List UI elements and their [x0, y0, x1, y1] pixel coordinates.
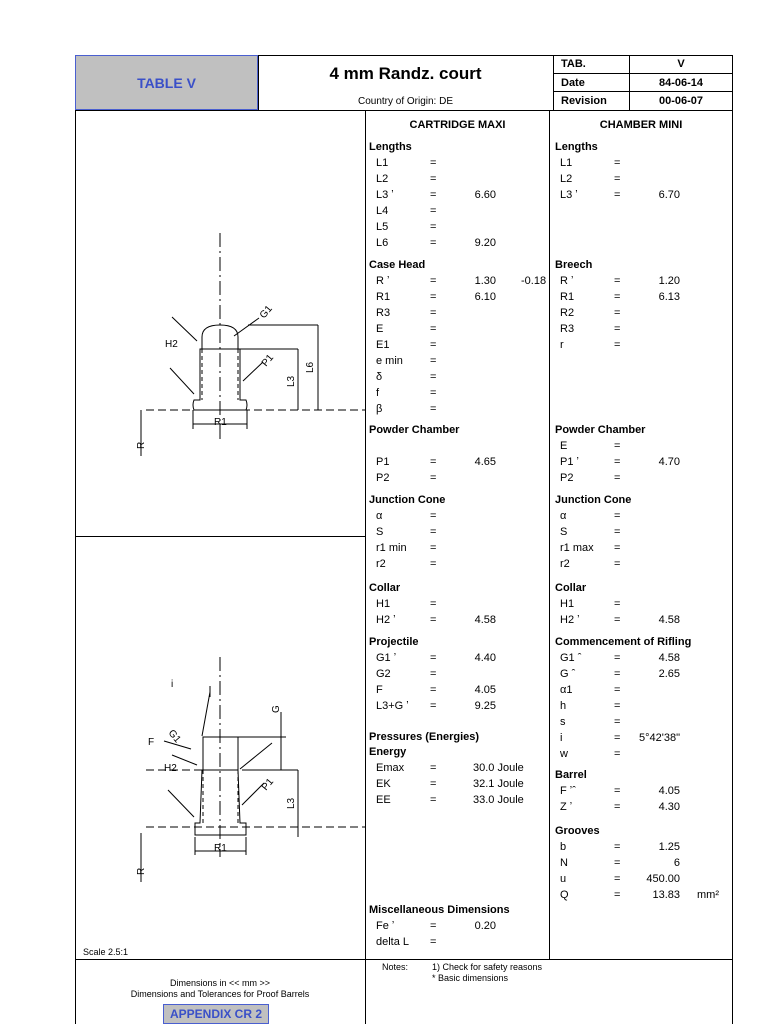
equals-sign: =: [430, 456, 437, 468]
cartridge-heading: CARTRIDGE MAXI: [409, 119, 506, 131]
param-name: R1: [376, 291, 391, 303]
group-title: Projectile: [369, 636, 419, 648]
param-value: 13.83: [652, 889, 680, 901]
param-name: r2: [376, 558, 386, 570]
param-name: i: [560, 732, 563, 744]
param-name: G1 ʼ: [376, 652, 397, 664]
label-p1: P1: [259, 776, 277, 793]
param-name: L2: [376, 173, 389, 185]
equals-sign: =: [430, 558, 437, 570]
dimensions-unit: Dimensions in << mm >>: [169, 978, 271, 988]
param-value: 2.65: [658, 668, 680, 680]
param-name: E: [560, 440, 568, 452]
param-name: L3+G ʼ: [376, 700, 409, 712]
equals-sign: =: [430, 173, 437, 185]
equals-sign: =: [430, 371, 437, 383]
equals-sign: =: [614, 189, 621, 201]
equals-sign: =: [430, 794, 437, 806]
frame-right: [732, 55, 733, 1024]
param-value: 32.1 Joule: [473, 778, 524, 790]
equals-sign: =: [430, 526, 437, 538]
param-name: r1 min: [376, 542, 407, 554]
equals-sign: =: [614, 339, 621, 351]
equals-sign: =: [430, 275, 437, 287]
param-name: H2 ʼ: [560, 614, 580, 626]
param-name: N: [560, 857, 568, 869]
label-g1: G1: [257, 303, 275, 321]
param-name: F: [376, 684, 383, 696]
param-name: Z ʼ: [560, 801, 573, 813]
equals-sign: =: [430, 684, 437, 696]
chamber-column: [550, 0, 732, 960]
appendix-label: [163, 1004, 269, 1024]
equals-sign: =: [614, 614, 621, 626]
label-l3: L3: [286, 375, 297, 387]
param-value: 4.58: [658, 614, 680, 626]
group-title: Collar: [555, 582, 587, 594]
equals-sign: =: [614, 785, 621, 797]
revision-value: 00-06-07: [658, 95, 704, 107]
note-1: 1) Check for safety reasons: [432, 962, 543, 972]
equals-sign: =: [430, 920, 437, 932]
equals-sign: =: [430, 652, 437, 664]
param-name: L3 ʼ: [376, 189, 394, 201]
chamber-heading: CHAMBER MINI: [599, 119, 683, 131]
param-value: 6.60: [474, 189, 496, 201]
param-name: R1: [560, 291, 575, 303]
dimensions-description: Dimensions and Tolerances for Proof Barrels: [130, 989, 310, 999]
cartridge-drawing: [76, 111, 365, 536]
label-r1: R1: [214, 417, 227, 428]
group-title: Lengths: [369, 141, 412, 153]
group-title: Miscellaneous Dimensions: [369, 904, 510, 916]
equals-sign: =: [614, 801, 621, 813]
equals-sign: =: [614, 526, 621, 538]
param-name: P2: [560, 472, 574, 484]
param-name: Emax: [376, 762, 405, 774]
table-label: TABLE V: [137, 74, 196, 91]
param-name: G ˆ: [560, 668, 576, 680]
param-value: 6.70: [658, 189, 680, 201]
group-title: Lengths: [555, 141, 598, 153]
param-name: EE: [376, 794, 391, 806]
param-value: 4.05: [658, 785, 680, 797]
drawing-scale: Scale 2.5:1: [83, 947, 129, 957]
param-value: 450.00: [646, 873, 680, 885]
equals-sign: =: [430, 403, 437, 415]
label-g1: G1: [165, 727, 183, 746]
date-label: Date: [561, 77, 585, 89]
param-value: 0.20: [474, 920, 496, 932]
param-name: L4: [376, 205, 389, 217]
param-value: 4.05: [474, 684, 496, 696]
equals-sign: =: [614, 157, 621, 169]
param-name: α1: [560, 684, 573, 696]
table-label-box: [75, 55, 258, 110]
group-title: Powder Chamber: [555, 424, 646, 436]
equals-sign: =: [614, 472, 621, 484]
param-name: h: [560, 700, 567, 712]
equals-sign: =: [614, 857, 621, 869]
param-value: 1.30: [474, 275, 496, 287]
revision-label: Revision: [561, 95, 607, 107]
param-name: α: [376, 510, 383, 522]
param-value: 6: [673, 857, 680, 869]
equals-sign: =: [614, 889, 621, 901]
param-value: 4.58: [658, 652, 680, 664]
param-name: Q: [560, 889, 569, 901]
group-title: Powder Chamber: [369, 424, 460, 436]
param-name: Fe ʼ: [376, 920, 395, 932]
equals-sign: =: [430, 387, 437, 399]
group-title: Collar: [369, 582, 401, 594]
group-title: Breech: [555, 259, 593, 271]
param-value: 9.20: [474, 237, 496, 249]
equals-sign: =: [430, 291, 437, 303]
param-name: G2: [376, 668, 391, 680]
equals-sign: =: [430, 189, 437, 201]
param-name: R ʼ: [376, 275, 390, 287]
equals-sign: =: [430, 355, 437, 367]
param-name: H2 ʼ: [376, 614, 396, 626]
equals-sign: =: [614, 748, 621, 760]
cartridge-column: [366, 0, 549, 960]
equals-sign: =: [430, 614, 437, 626]
param-value: 6.13: [658, 291, 680, 303]
equals-sign: =: [614, 841, 621, 853]
equals-sign: =: [614, 440, 621, 452]
equals-sign: =: [614, 275, 621, 287]
param-name: s: [560, 716, 566, 728]
tab-value: V: [677, 58, 685, 70]
param-name: F ʼˆ: [560, 785, 576, 797]
param-value: 6.10: [474, 291, 496, 303]
param-value: 4.65: [474, 456, 496, 468]
param-name: S: [376, 526, 384, 538]
param-name: L5: [376, 221, 389, 233]
param-value: 1.25: [658, 841, 680, 853]
equals-sign: =: [614, 598, 621, 610]
param-unit: mm²: [697, 889, 719, 901]
label-f: F: [148, 737, 155, 748]
param-name: delta L: [376, 936, 410, 948]
param-value: 4.58: [474, 614, 496, 626]
label-g: G: [271, 705, 282, 713]
param-name: L6: [376, 237, 389, 249]
equals-sign: =: [430, 598, 437, 610]
equals-sign: =: [430, 472, 437, 484]
appendix-text: APPENDIX CR 2: [169, 1007, 263, 1021]
param-value: 33.0 Joule: [473, 794, 524, 806]
equals-sign: =: [614, 456, 621, 468]
param-name: L1: [376, 157, 389, 169]
equals-sign: =: [614, 291, 621, 303]
date-value: 84-06-14: [658, 77, 704, 89]
param-name: L3 ʼ: [560, 189, 578, 201]
label-h2: H2: [165, 339, 178, 350]
country-of-origin: Country of Origin: DE: [357, 96, 454, 107]
group-title: Energy: [369, 746, 407, 758]
param-value: 1.20: [658, 275, 680, 287]
param-name: P1: [376, 456, 390, 468]
param-value: 4.40: [474, 652, 496, 664]
equals-sign: =: [430, 237, 437, 249]
param-name: S: [560, 526, 568, 538]
equals-sign: =: [430, 339, 437, 351]
equals-sign: =: [614, 307, 621, 319]
param-name: r: [560, 339, 564, 351]
page-title: 4 mm Randz. court: [329, 64, 482, 83]
param-name: L1: [560, 157, 573, 169]
param-name: EK: [376, 778, 391, 790]
param-name: β: [376, 403, 383, 415]
param-name: R3: [376, 307, 391, 319]
param-name: f: [376, 387, 380, 399]
equals-sign: =: [614, 323, 621, 335]
param-name: P1 ʼ: [560, 456, 579, 468]
param-value: 4.30: [658, 801, 680, 813]
equals-sign: =: [430, 668, 437, 680]
param-name: R2: [560, 307, 575, 319]
equals-sign: =: [614, 558, 621, 570]
label-i: i: [171, 679, 174, 690]
param-name: G1 ˆ: [560, 652, 582, 664]
equals-sign: =: [430, 762, 437, 774]
label-r1: R1: [214, 843, 227, 854]
param-name: E: [376, 323, 384, 335]
equals-sign: =: [430, 510, 437, 522]
equals-sign: =: [430, 221, 437, 233]
group-title: Case Head: [369, 259, 426, 271]
equals-sign: =: [614, 716, 621, 728]
group-title: Grooves: [555, 825, 600, 837]
param-name: r2: [560, 558, 570, 570]
notes-label: Notes:: [382, 962, 409, 972]
equals-sign: =: [430, 307, 437, 319]
equals-sign: =: [430, 936, 437, 948]
param-value: 30.0 Joule: [473, 762, 524, 774]
label-h2: H2: [164, 763, 177, 774]
group-title: Pressures (Energies): [369, 731, 480, 743]
equals-sign: =: [614, 668, 621, 680]
param-name: r1 max: [560, 542, 594, 554]
group-title: Junction Cone: [555, 494, 632, 506]
param-name: P2: [376, 472, 390, 484]
label-r: R: [136, 867, 147, 875]
group-title: Commencement of Rifling: [555, 636, 692, 648]
param-name: α: [560, 510, 567, 522]
param-tolerance: -0.18: [521, 275, 547, 287]
param-name: E1: [376, 339, 390, 351]
param-name: H1: [376, 598, 391, 610]
param-value: 4.70: [658, 456, 680, 468]
equals-sign: =: [430, 778, 437, 790]
param-name: R ʼ: [560, 275, 574, 287]
label-l3: L3: [286, 797, 297, 809]
param-name: u: [560, 873, 567, 885]
equals-sign: =: [430, 700, 437, 712]
equals-sign: =: [614, 684, 621, 696]
label-r: R: [136, 441, 147, 449]
param-name: w: [560, 748, 568, 760]
equals-sign: =: [430, 542, 437, 554]
group-title: Barrel: [555, 769, 587, 781]
equals-sign: =: [430, 157, 437, 169]
param-name: L2: [560, 173, 573, 185]
group-title: Junction Cone: [369, 494, 446, 506]
equals-sign: =: [430, 323, 437, 335]
note-2: * Basic dimensions: [432, 973, 509, 983]
equals-sign: =: [614, 873, 621, 885]
equals-sign: =: [614, 732, 621, 744]
param-name: b: [560, 841, 567, 853]
equals-sign: =: [614, 652, 621, 664]
equals-sign: =: [614, 173, 621, 185]
equals-sign: =: [614, 542, 621, 554]
label-l6: L6: [305, 361, 316, 373]
tab-label: TAB.: [561, 58, 586, 70]
projectile-drawing: [76, 537, 365, 947]
param-value: 5°42'38": [639, 732, 680, 744]
param-value: 9.25: [474, 700, 496, 712]
label-p1: P1: [259, 352, 277, 369]
equals-sign: =: [614, 700, 621, 712]
equals-sign: =: [614, 510, 621, 522]
param-name: δ: [376, 371, 383, 383]
param-name: H1: [560, 598, 575, 610]
param-name: e min: [376, 355, 403, 367]
param-name: R3: [560, 323, 575, 335]
equals-sign: =: [430, 205, 437, 217]
